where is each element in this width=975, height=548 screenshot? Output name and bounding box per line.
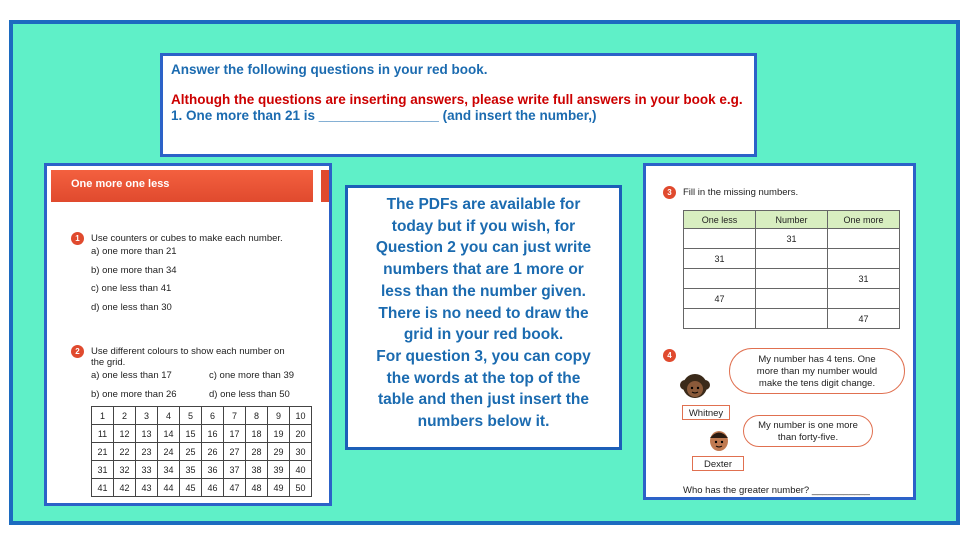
table-cell bbox=[756, 289, 828, 309]
grid-cell: 4 bbox=[158, 407, 180, 425]
table-cell bbox=[756, 249, 828, 269]
grid-cell: 43 bbox=[136, 479, 158, 497]
table-cell bbox=[684, 229, 756, 249]
grid-cell: 30 bbox=[290, 443, 312, 461]
grid-row bbox=[92, 425, 312, 443]
grid-cell: 38 bbox=[246, 461, 268, 479]
grid-row bbox=[92, 443, 312, 461]
grid-cell: 13 bbox=[136, 425, 158, 443]
table-cell bbox=[756, 309, 828, 329]
grid-cell: 33 bbox=[136, 461, 158, 479]
grid-cell: 39 bbox=[268, 461, 290, 479]
grid-cell: 25 bbox=[180, 443, 202, 461]
bubble1-line3: make the tens digit change. bbox=[758, 378, 876, 389]
grid-cell: 10 bbox=[290, 407, 312, 425]
bubble2-line1: My number is one more bbox=[758, 420, 858, 431]
bubble1-line2: more than my number would bbox=[756, 366, 878, 377]
grid-cell: 2 bbox=[114, 407, 136, 425]
q2-item-b: b) one more than 26 bbox=[91, 389, 177, 400]
q2-prompt-line1: Use different colours to show each number on bbox=[91, 346, 285, 357]
grid-cell: 7 bbox=[224, 407, 246, 425]
header-one-less: One less bbox=[684, 211, 756, 229]
note-line-7: grid in your red book. bbox=[403, 326, 564, 344]
grid-cell: 18 bbox=[246, 425, 268, 443]
grid-cell: 48 bbox=[246, 479, 268, 497]
table-cell: 31 bbox=[756, 229, 828, 249]
table-cell: 47 bbox=[684, 289, 756, 309]
note-line-2: today but if you wish, for bbox=[391, 217, 576, 235]
table-cell bbox=[756, 269, 828, 289]
table-cell: 31 bbox=[684, 249, 756, 269]
grid-cell: 34 bbox=[158, 461, 180, 479]
dexter-avatar-icon bbox=[704, 424, 734, 454]
missing-numbers-table bbox=[683, 210, 900, 329]
grid-cell: 5 bbox=[180, 407, 202, 425]
bubble1-line1: My number has 4 tens. One bbox=[758, 354, 876, 365]
grid-cell: 17 bbox=[224, 425, 246, 443]
table-cell bbox=[828, 229, 900, 249]
grid-row bbox=[92, 407, 312, 425]
middle-note-box bbox=[345, 185, 622, 450]
grid-cell: 27 bbox=[224, 443, 246, 461]
question-1-badge: 1 bbox=[71, 232, 84, 245]
grid-cell: 3 bbox=[136, 407, 158, 425]
grid-cell: 46 bbox=[202, 479, 224, 497]
instruction-line-1: Answer the following questions in your red book. bbox=[171, 62, 488, 77]
grid-cell: 19 bbox=[268, 425, 290, 443]
instruction-line-2: Although the questions are inserting answers, please write full answers in your book e.g. bbox=[171, 92, 743, 107]
question-2-badge: 2 bbox=[71, 345, 84, 358]
table-cell: 31 bbox=[828, 269, 900, 289]
grid-cell: 8 bbox=[246, 407, 268, 425]
table-row bbox=[684, 289, 900, 309]
note-line-6: There is no need to draw the bbox=[378, 304, 589, 322]
grid-cell: 16 bbox=[202, 425, 224, 443]
question-4-badge: 4 bbox=[663, 349, 676, 362]
grid-cell: 41 bbox=[92, 479, 114, 497]
table-row bbox=[684, 269, 900, 289]
grid-cell: 6 bbox=[202, 407, 224, 425]
table-cell bbox=[684, 309, 756, 329]
grid-row bbox=[92, 461, 312, 479]
q1-item-a: a) one more than 21 bbox=[91, 246, 177, 257]
q1-item-d: d) one less than 30 bbox=[91, 302, 172, 313]
left-worksheet bbox=[44, 163, 332, 506]
whitney-speech-bubble bbox=[729, 348, 905, 394]
grid-cell: 11 bbox=[92, 425, 114, 443]
note-line-11: numbers below it. bbox=[417, 413, 550, 431]
note-line-8: For question 3, you can copy bbox=[376, 347, 591, 365]
right-worksheet bbox=[643, 163, 916, 500]
grid-cell: 1 bbox=[92, 407, 114, 425]
q2-item-a: a) one less than 17 bbox=[91, 370, 172, 381]
q2-item-c: c) one more than 39 bbox=[209, 370, 295, 381]
q3-prompt: Fill in the missing numbers. bbox=[683, 187, 799, 198]
grid-cell: 42 bbox=[114, 479, 136, 497]
grid-cell: 47 bbox=[224, 479, 246, 497]
q1-prompt: Use counters or cubes to make each number. bbox=[91, 233, 283, 244]
q1-item-c: c) one less than 41 bbox=[91, 283, 172, 294]
hundred-grid bbox=[91, 406, 312, 497]
q2-item-d: d) one less than 50 bbox=[209, 389, 290, 400]
grid-cell: 24 bbox=[158, 443, 180, 461]
grid-cell: 29 bbox=[268, 443, 290, 461]
q2-prompt-line2: the grid. bbox=[91, 357, 126, 368]
grid-cell: 20 bbox=[290, 425, 312, 443]
q1-item-b: b) one more than 34 bbox=[91, 265, 177, 276]
grid-cell: 15 bbox=[180, 425, 202, 443]
instructions-box bbox=[160, 53, 757, 157]
header-number: Number bbox=[756, 211, 828, 229]
whitney-name-tag: Whitney bbox=[682, 405, 730, 420]
table-row bbox=[684, 309, 900, 329]
grid-cell: 26 bbox=[202, 443, 224, 461]
grid-cell: 36 bbox=[202, 461, 224, 479]
grid-cell: 40 bbox=[290, 461, 312, 479]
table-cell bbox=[684, 269, 756, 289]
question-3-badge: 3 bbox=[663, 186, 676, 199]
table-row bbox=[684, 229, 900, 249]
instruction-example: 1. One more than 21 is ________________ (and insert the number,) bbox=[171, 108, 597, 123]
table-row bbox=[684, 249, 900, 269]
dexter-name-tag: Dexter bbox=[692, 456, 744, 471]
grid-cell: 9 bbox=[268, 407, 290, 425]
whitney-avatar-icon bbox=[680, 371, 710, 401]
note-line-1: The PDFs are available for bbox=[386, 196, 581, 213]
banner-tail bbox=[321, 170, 331, 202]
bubble2-line2: than forty-five. bbox=[777, 432, 839, 443]
grid-cell: 23 bbox=[136, 443, 158, 461]
worksheet-banner: One more one less bbox=[51, 170, 313, 202]
dexter-speech-bubble bbox=[743, 415, 873, 447]
grid-cell: 12 bbox=[114, 425, 136, 443]
grid-cell: 35 bbox=[180, 461, 202, 479]
table-cell bbox=[828, 289, 900, 309]
grid-cell: 45 bbox=[180, 479, 202, 497]
grid-cell: 22 bbox=[114, 443, 136, 461]
table-cell: 47 bbox=[828, 309, 900, 329]
grid-cell: 50 bbox=[290, 479, 312, 497]
grid-cell: 37 bbox=[224, 461, 246, 479]
note-line-5: less than the number given. bbox=[381, 282, 586, 300]
grid-cell: 14 bbox=[158, 425, 180, 443]
grid-cell: 31 bbox=[92, 461, 114, 479]
q4-question: Who has the greater number? ___________ bbox=[683, 485, 870, 496]
grid-cell: 21 bbox=[92, 443, 114, 461]
note-line-3: Question 2 you can just write bbox=[375, 239, 592, 257]
grid-cell: 32 bbox=[114, 461, 136, 479]
note-line-9: the words at the top of the bbox=[386, 369, 581, 387]
note-line-10: table and then just insert the bbox=[378, 391, 589, 409]
grid-cell: 49 bbox=[268, 479, 290, 497]
note-line-4: numbers that are 1 more or bbox=[383, 261, 584, 279]
grid-cell: 28 bbox=[246, 443, 268, 461]
header-one-more: One more bbox=[828, 211, 900, 229]
grid-row bbox=[92, 479, 312, 497]
table-cell bbox=[828, 249, 900, 269]
grid-cell: 44 bbox=[158, 479, 180, 497]
